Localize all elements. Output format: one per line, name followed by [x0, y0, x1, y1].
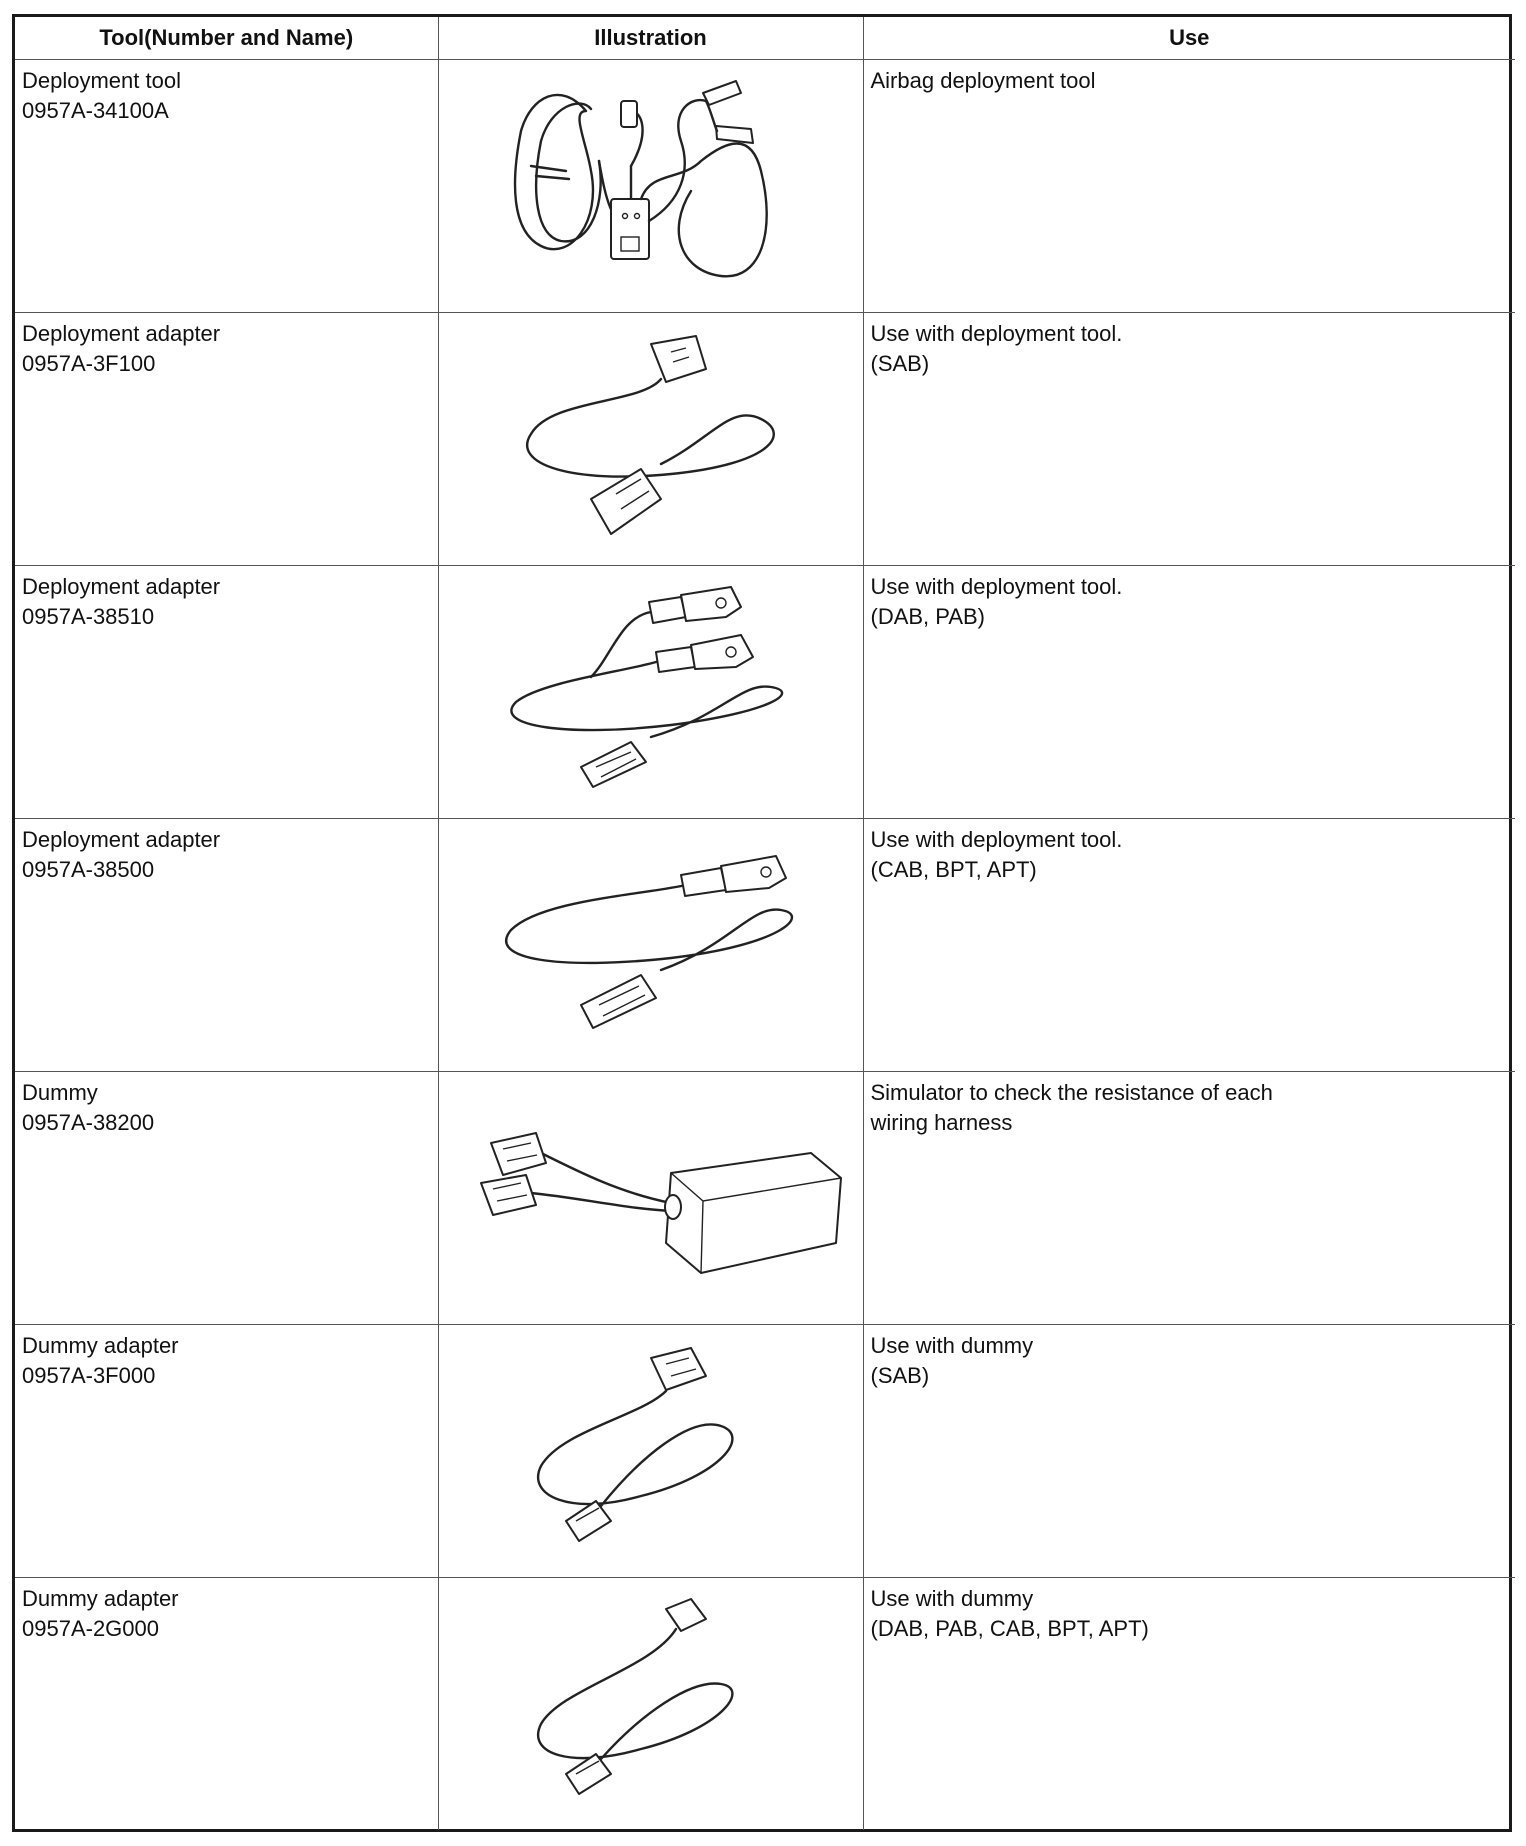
use-text-line: Use with deployment tool. — [870, 320, 1123, 346]
use-cell — [863, 1324, 1515, 1577]
table-row — [15, 1324, 1515, 1577]
use-cell — [863, 59, 1515, 312]
illustration-cell — [438, 818, 863, 1071]
use-cell — [863, 1071, 1515, 1324]
illustration-cell — [438, 312, 863, 565]
deployment-adapter-sab-illustration-icon — [491, 324, 811, 554]
deployment-adapter-dab-pab-illustration-icon — [481, 577, 821, 807]
use-text-line: (SAB) — [870, 1362, 930, 1388]
tool-cell — [15, 312, 438, 565]
illustration-cell — [438, 565, 863, 818]
tool-cell — [15, 59, 438, 312]
tool-cell — [15, 818, 438, 1071]
use-text-line: Use with dummy — [870, 1585, 1034, 1611]
tool-name: Dummy adapter — [22, 1585, 179, 1611]
tool-number: 0957A-34100A — [22, 97, 169, 123]
tool-name: Dummy — [22, 1079, 98, 1105]
tools-table-frame — [12, 14, 1512, 1832]
table-row — [15, 565, 1515, 818]
use-text-line: Airbag deployment tool — [870, 67, 1096, 93]
header-tool: Tool(Number and Name) — [15, 17, 438, 59]
tool-name: Dummy adapter — [22, 1332, 179, 1358]
use-text-line: Use with deployment tool. — [870, 826, 1123, 852]
table-row — [15, 312, 1515, 565]
tool-name: Deployment adapter — [22, 573, 221, 599]
use-text-line: (DAB, PAB, CAB, BPT, APT) — [870, 1615, 1149, 1641]
header-use: Use — [863, 17, 1515, 59]
illustration-cell — [438, 1577, 863, 1830]
use-text-line: Simulator to check the resistance of each — [870, 1079, 1273, 1105]
tool-number: 0957A-38510 — [22, 603, 155, 629]
header-illustration: Illustration — [438, 17, 863, 59]
table-row — [15, 1577, 1515, 1830]
illustration-cell — [438, 1324, 863, 1577]
use-text-line: wiring harness — [870, 1109, 1013, 1135]
tool-number: 0957A-38500 — [22, 856, 155, 882]
tool-cell — [15, 1577, 438, 1830]
tool-cell — [15, 1071, 438, 1324]
tool-name: Deployment adapter — [22, 320, 221, 346]
tool-number: 0957A-38200 — [22, 1109, 155, 1135]
use-text-line: (SAB) — [870, 350, 930, 376]
dummy-illustration — [441, 1083, 861, 1313]
use-text-line: Use with deployment tool. — [870, 573, 1123, 599]
dummy-adapter-sab-illustration-icon — [491, 1336, 811, 1566]
dummy-adapter-multi-illustration-icon — [491, 1589, 811, 1819]
table-header-row — [15, 17, 1515, 59]
deployment-tool-illustration-icon — [491, 71, 811, 301]
table-row — [15, 818, 1515, 1071]
use-cell — [863, 565, 1515, 818]
use-text-line: (DAB, PAB) — [870, 603, 986, 629]
illustration-cell — [438, 1071, 863, 1324]
use-cell — [863, 818, 1515, 1071]
table-row — [15, 1071, 1515, 1324]
tool-number: 0957A-2G000 — [22, 1615, 159, 1641]
tool-number: 0957A-3F100 — [22, 350, 156, 376]
tool-number: 0957A-3F000 — [22, 1362, 156, 1388]
tool-name: Deployment adapter — [22, 826, 221, 852]
use-cell — [863, 312, 1515, 565]
deployment-adapter-cab-bpt-apt-illustration-icon — [481, 830, 821, 1060]
tool-cell — [15, 1324, 438, 1577]
illustration-cell — [438, 59, 863, 312]
use-text-line: (CAB, BPT, APT) — [870, 856, 1037, 882]
tool-name: Deployment tool — [22, 67, 181, 93]
use-text-line: Use with dummy — [870, 1332, 1034, 1358]
table-row — [15, 59, 1515, 312]
tool-cell — [15, 565, 438, 818]
use-cell — [863, 1577, 1515, 1830]
special-tools-table — [15, 17, 1515, 1830]
